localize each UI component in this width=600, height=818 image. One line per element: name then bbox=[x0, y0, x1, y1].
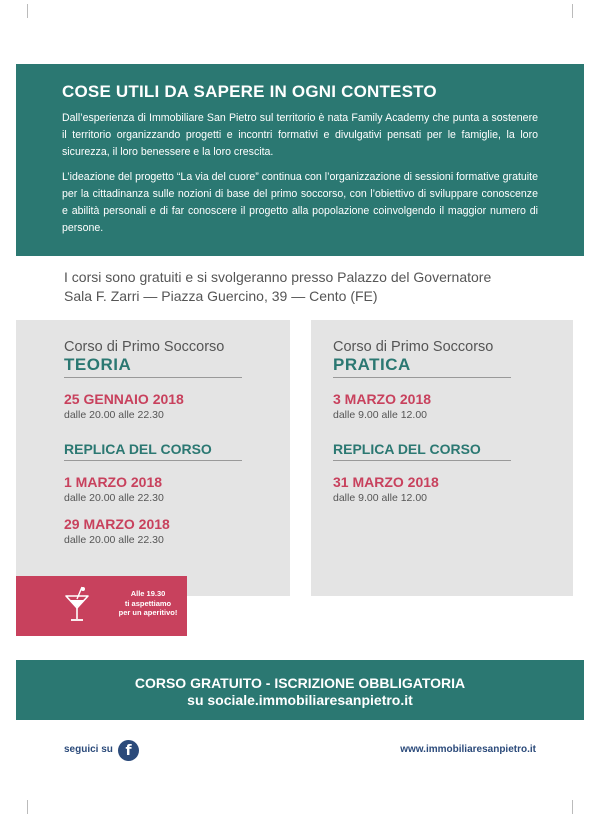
intro-paragraph-2: L’ideazione del progetto “La via del cuore” continua con l’organizzazione di sessioni formative gratuite per la cittadinanza sulle nozioni di base del primo soccorso, con l’obiettivo di sviluppare conoscenze e abilità personali e di far conoscere il progetto alla popolazione coinvolgendo il maggior numero di persone. bbox=[62, 171, 538, 234]
intro-title: COSE UTILI DA SAPERE IN OGNI CONTESTO bbox=[62, 82, 437, 101]
location-info bbox=[64, 268, 491, 306]
theory-course-card bbox=[16, 320, 290, 596]
aperitivo-badge bbox=[16, 576, 187, 636]
theory-date-2: 1 MARZO 2018 bbox=[64, 474, 163, 490]
intro-box bbox=[16, 64, 584, 256]
location-line-1: I corsi sono gratuiti e si svolgeranno presso Palazzo del Governatore bbox=[64, 269, 492, 285]
aperitivo-line-3: per un aperitivo! bbox=[118, 608, 178, 617]
cocktail-glass-icon bbox=[64, 585, 90, 625]
practice-hours-1: dalle 9.00 alle 12.00 bbox=[333, 409, 427, 421]
practice-course-subtitle: Corso di Primo Soccorso bbox=[333, 339, 494, 355]
practice-date-1: 3 MARZO 2018 bbox=[333, 391, 432, 407]
practice-replica-label: REPLICA DEL CORSO bbox=[333, 441, 481, 457]
theory-date-1: 25 GENNAIO 2018 bbox=[64, 391, 184, 407]
intro-paragraph-1: Dall’esperienza di Immobiliare San Pietro sul territorio è nata Family Academy che punta a sostenere il territorio organizzando progetti e incontri formativi e divulgativi pensati per le famiglie, la loro sicurezza, il loro benessere e la loro crescita. bbox=[62, 112, 538, 158]
registration-link[interactable]: su sociale.immobiliaresanpietro.it bbox=[187, 692, 413, 708]
website-link[interactable]: www.immobiliaresanpietro.it bbox=[400, 744, 536, 755]
theory-course-subtitle: Corso di Primo Soccorso bbox=[64, 339, 225, 355]
crop-mark bbox=[27, 4, 28, 18]
aperitivo-text bbox=[100, 589, 196, 618]
registration-banner bbox=[16, 660, 584, 720]
practice-course-type: PRATICA bbox=[333, 355, 411, 374]
registration-headline: CORSO GRATUITO - ISCRIZIONE OBBLIGATORIA bbox=[134, 675, 466, 691]
theory-replica-label: REPLICA DEL CORSO bbox=[64, 441, 212, 457]
theory-course-type: TEORIA bbox=[64, 355, 132, 374]
theory-hours-1: dalle 20.00 alle 22.30 bbox=[64, 409, 164, 421]
aperitivo-line-2: ti aspettiamo bbox=[124, 598, 172, 608]
practice-date-2: 31 MARZO 2018 bbox=[333, 474, 439, 490]
location-line-2: Sala F. Zarri — Piazza Guercino, 39 — Cento (FE) bbox=[64, 288, 378, 304]
practice-hours-2: dalle 9.00 alle 12.00 bbox=[333, 492, 427, 504]
crop-mark bbox=[27, 800, 28, 814]
crop-mark bbox=[572, 4, 573, 18]
facebook-icon[interactable]: f bbox=[118, 740, 139, 761]
follow-label: seguici su bbox=[64, 744, 113, 755]
crop-mark bbox=[572, 800, 573, 814]
aperitivo-line-1: Alle 19.30 bbox=[130, 589, 166, 598]
practice-course-card bbox=[311, 320, 573, 596]
theory-date-3: 29 MARZO 2018 bbox=[64, 516, 170, 532]
theory-hours-2: dalle 20.00 alle 22.30 bbox=[64, 492, 164, 504]
theory-hours-3: dalle 20.00 alle 22.30 bbox=[64, 534, 164, 546]
